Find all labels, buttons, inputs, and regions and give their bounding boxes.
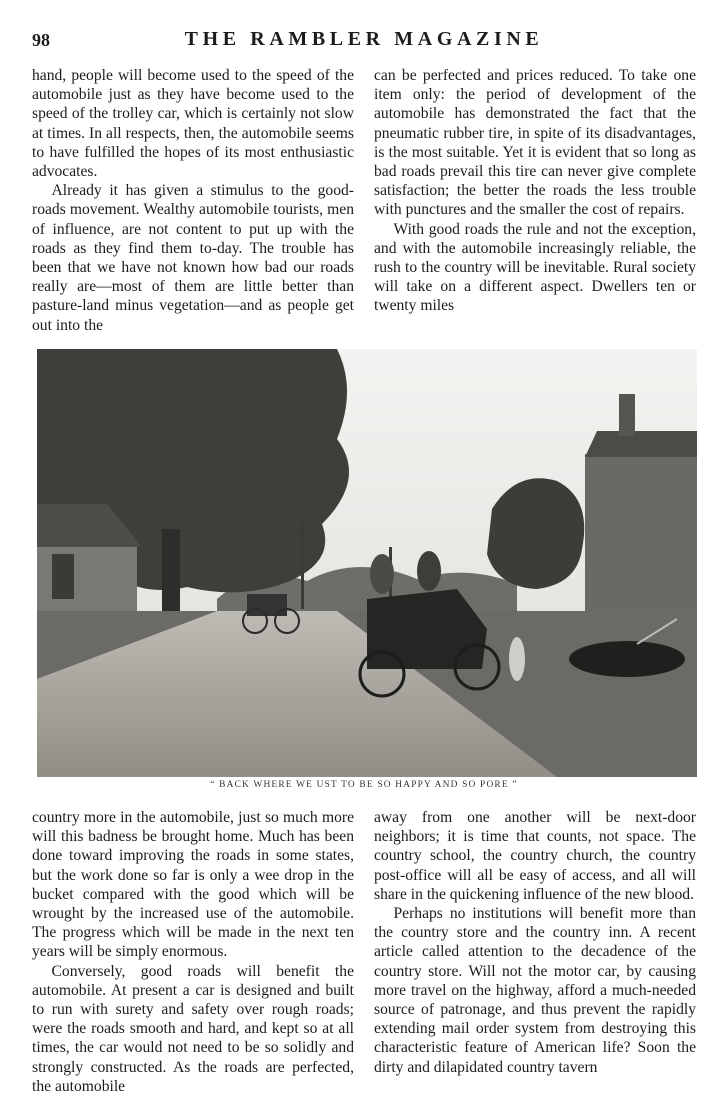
paragraph: With good roads the rule and not the exception, and with the automobile increasingly reliable, the rush to the country will be inevitable. Rural society will take on a different aspect. Dwellers ten or twenty miles <box>374 220 696 315</box>
column-top-left <box>32 66 354 335</box>
iron-kettle <box>569 641 685 677</box>
tree-trunk <box>162 529 180 624</box>
running-title: THE RAMBLER MAGAZINE <box>184 28 544 50</box>
passenger <box>417 551 441 591</box>
paragraph: Conversely, good roads will benefit the automobile. At present a car is designed and built to run with surety and safety over rough roads; were the roads smooth and hard, and kept so at all times, the car would not need to be so solidly and strongly constructed. As the roads are perfected, the automobile <box>32 962 354 1095</box>
chimney <box>619 394 635 436</box>
paragraph: Already it has given a stimulus to the good-roads movement. Wealthy automobile tourists, men of influence, are not content to put up with the roads as they find them to-day. The trouble has been that we have not known how bad our roads really are—most of them are little better than pasture-land minus vegetation—and as people get out into the <box>32 182 354 334</box>
stone-building <box>585 454 697 614</box>
paragraph: country more in the automobile, just so much more will this badness be brought home. Much has been done toward improving the roads in some states, but the work done so far is only a wee drop in the bucket compared with the good which will be wrought by the increased use of the automobile. The progress which will be made in the next ten years will be simply enormous. <box>32 809 354 961</box>
paragraph: away from one another will be next-door neighbors; it is time that counts, not space. The country school, the country church, the country post-office will all be easy of access, and all will share in the quickening influence of the new blood. <box>374 809 696 903</box>
column-bottom-left <box>32 808 354 1096</box>
paragraph: hand, people will become used to the speed of the automobile just as they have become used to the speed of the trolley car, which is certainly not slow at times. In all respects, then, the automobile seems to have fulfilled the hopes of its most enthusiastic advocates. <box>32 67 354 181</box>
child <box>509 637 525 681</box>
paragraph: Perhaps no institutions will benefit more than the country store and the country inn. A recent article called attention to the decadence of the country store. Will not the motor car, by causing more travel on the highway, afford a much-needed source of patronage, and thus prevent the rapidly extending mail order system from destroying this characteristic feature of American life? Soon the dirty and dilapidated country tavern <box>374 905 696 1076</box>
stone-building-roof <box>585 431 697 457</box>
paragraph: can be perfected and prices reduced. To take one item only: the period of development of the automobile has demonstrated the fact that the pneumatic rubber tire, in spite of its disadvantages, is the most suitable. Yet it is evident that so long as bad roads prevail this tire can never give complete satisfaction; the better the roads the less trouble with punctures and the smaller the cost of repairs. <box>374 67 696 219</box>
column-top-right <box>374 66 696 316</box>
road-scene-photograph <box>37 349 697 777</box>
page-header <box>32 28 696 54</box>
photo-illustration <box>37 349 697 777</box>
column-bottom-right <box>374 808 696 1077</box>
telegraph-pole <box>301 524 304 609</box>
page-number: 98 <box>32 30 50 50</box>
passenger <box>370 554 394 594</box>
figure-caption: “ BACK WHERE WE UST TO BE SO HAPPY AND SO PORE ” <box>210 780 518 790</box>
horse-buggy <box>247 594 287 616</box>
